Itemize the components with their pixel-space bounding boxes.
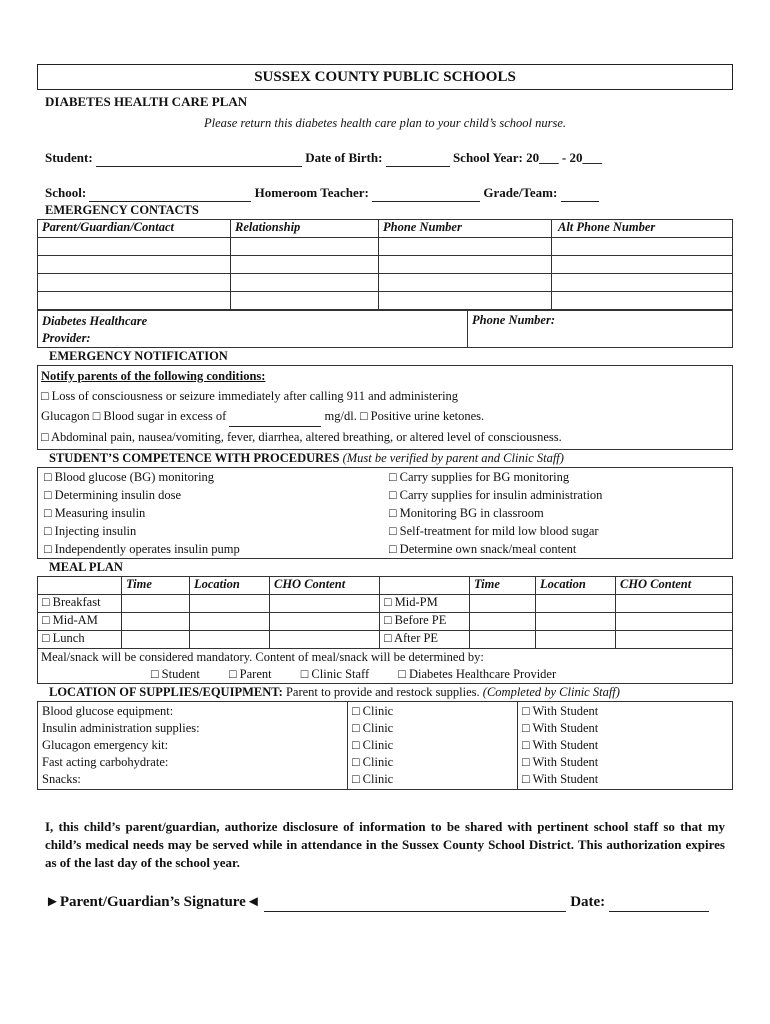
location-cell[interactable]: [190, 631, 270, 649]
with-student-checkbox[interactable]: □ With Student: [522, 772, 599, 786]
student-name-field[interactable]: [96, 150, 302, 167]
blank-cell: [38, 577, 122, 595]
table-row: [38, 238, 733, 256]
notify-line-2: [41, 406, 729, 427]
supply-labels: [38, 702, 348, 790]
supply-label: Fast acting carbohydrate:: [42, 755, 169, 769]
supplies-table: [37, 701, 733, 790]
competence-item[interactable]: □ Blood glucose (BG) monitoring: [44, 470, 215, 484]
with-student-checkbox[interactable]: □ With Student: [522, 704, 599, 718]
clinic-checkbox[interactable]: □ Clinic: [352, 755, 394, 769]
clinic-checkbox[interactable]: □ Clinic: [352, 704, 394, 718]
date-field[interactable]: [609, 894, 709, 912]
emergency-contacts-title: EMERGENCY CONTACTS: [45, 203, 199, 217]
with-student-checkbox[interactable]: □ With Student: [522, 755, 599, 769]
notify-line-3[interactable]: □ Abdominal pain, nausea/vomiting, fever, diarrhea, altered breathing, or altered level of consciousness.: [41, 430, 562, 444]
location-cell[interactable]: [190, 595, 270, 613]
clinic-checkbox[interactable]: □ Clinic: [352, 738, 394, 752]
provider-table: [37, 310, 733, 348]
dob-label: Date of Birth:: [305, 150, 383, 165]
supply-student-options: [518, 702, 733, 790]
time-cell[interactable]: [122, 631, 190, 649]
competence-item[interactable]: □ Monitoring BG in classroom: [389, 506, 544, 520]
col-cho: CHO Content: [616, 577, 733, 595]
competence-item[interactable]: □ Self-treatment for mild low blood sugar: [389, 524, 599, 538]
contact-cell[interactable]: [38, 256, 231, 274]
time-cell[interactable]: [470, 613, 536, 631]
contact-cell[interactable]: [38, 238, 231, 256]
phone-cell[interactable]: [379, 256, 552, 274]
col-alt-phone: Alt Phone Number: [552, 220, 733, 238]
col-time: Time: [122, 577, 190, 595]
competence-item[interactable]: □ Carry supplies for BG monitoring: [389, 470, 570, 484]
signature-label: ►Parent/Guardian’s Signature◄: [45, 894, 261, 910]
phone-cell[interactable]: [379, 274, 552, 292]
supply-label: Insulin administration supplies:: [42, 721, 200, 735]
supplies-note: Parent to provide and restock supplies.: [285, 685, 480, 699]
supply-label: Snacks:: [42, 772, 81, 786]
teacher-label: Homeroom Teacher:: [254, 185, 369, 200]
dob-field[interactable]: [386, 150, 450, 167]
location-cell[interactable]: [536, 613, 616, 631]
time-cell[interactable]: [470, 631, 536, 649]
location-cell[interactable]: [190, 613, 270, 631]
grade-label: Grade/Team:: [483, 185, 558, 200]
col-relationship: Relationship: [231, 220, 379, 238]
phone-cell[interactable]: [379, 292, 552, 310]
supply-clinic-options: [348, 702, 518, 790]
competence-left-list: [44, 468, 381, 558]
notify-line-2b[interactable]: mg/dl. □ Positive urine ketones.: [324, 409, 485, 423]
student-info-row-2: [45, 185, 733, 202]
col-location: Location: [190, 577, 270, 595]
cho-cell[interactable]: [616, 595, 733, 613]
meal-plan-table: [37, 576, 733, 649]
form-subtitle: DIABETES HEALTH CARE PLAN: [45, 94, 248, 109]
cho-cell[interactable]: [270, 613, 380, 631]
supplies-title: LOCATION OF SUPPLIES/EQUIPMENT:: [49, 685, 283, 699]
notify-line-2a[interactable]: Glucagon □ Blood sugar in excess of: [41, 409, 227, 423]
table-row: [38, 631, 733, 649]
alt-phone-cell[interactable]: [552, 292, 733, 310]
competence-box: [37, 467, 733, 559]
supply-label: Blood glucose equipment:: [42, 704, 174, 718]
option-parent[interactable]: □ Parent: [229, 667, 272, 681]
emergency-notification-title: EMERGENCY NOTIFICATION: [49, 349, 228, 363]
provider-row: [38, 311, 733, 348]
competence-item[interactable]: □ Independently operates insulin pump: [44, 542, 240, 556]
meal-label[interactable]: □ After PE: [380, 631, 470, 649]
contact-cell[interactable]: [38, 274, 231, 292]
supply-label: Glucagon emergency kit:: [42, 738, 169, 752]
form-instruction: Please return this diabetes health care plan to your child’s school nurse.: [204, 116, 566, 130]
date-label: Date:: [570, 894, 606, 910]
competence-item[interactable]: □ Determining insulin dose: [44, 488, 182, 502]
meal-label[interactable]: □ Mid-PM: [380, 595, 470, 613]
signature-field[interactable]: [264, 894, 566, 912]
table-row: [38, 274, 733, 292]
meal-label[interactable]: □ Breakfast: [38, 595, 122, 613]
phone-cell[interactable]: [379, 238, 552, 256]
competence-item[interactable]: □ Determine own snack/meal content: [389, 542, 577, 556]
option-clinic-staff[interactable]: □ Clinic Staff: [300, 667, 370, 681]
cho-cell[interactable]: [616, 631, 733, 649]
time-cell[interactable]: [122, 613, 190, 631]
competence-item[interactable]: □ Carry supplies for insulin administration: [389, 488, 603, 502]
table-row: [38, 595, 733, 613]
relationship-cell[interactable]: [231, 238, 379, 256]
col-location: Location: [536, 577, 616, 595]
blood-sugar-field[interactable]: [229, 406, 321, 427]
notify-line-1[interactable]: □ Loss of consciousness or seizure immediately after calling 911 and administering: [41, 389, 459, 403]
table-row: [38, 613, 733, 631]
alt-phone-cell[interactable]: [552, 256, 733, 274]
relationship-cell[interactable]: [231, 274, 379, 292]
relationship-cell[interactable]: [231, 292, 379, 310]
meal-note-box: [37, 649, 733, 684]
competence-title-row: [49, 450, 733, 467]
meal-note: Meal/snack will be considered mandatory. Content of meal/snack will be determined by:: [41, 650, 484, 664]
meal-label[interactable]: □ Mid-AM: [38, 613, 122, 631]
cho-cell[interactable]: [616, 613, 733, 631]
relationship-cell[interactable]: [231, 256, 379, 274]
authorization-text: I, this child’s parent/guardian, authorize disclosure of information to be shared with pertinent school staff so that my child’s medical needs may be served while in attendance in the Sussex County School District. This authorization expires as of the last day of the school year.: [45, 819, 725, 870]
notify-heading: Notify parents of the following conditions:: [41, 369, 266, 383]
competence-item[interactable]: □ Measuring insulin: [44, 506, 146, 520]
cho-cell[interactable]: [270, 595, 380, 613]
alt-phone-cell[interactable]: [552, 238, 733, 256]
option-provider[interactable]: □ Diabetes Healthcare Provider: [398, 667, 557, 681]
school-field[interactable]: [89, 185, 251, 202]
supplies-row: [38, 702, 733, 790]
table-row: [38, 292, 733, 310]
table-row: [38, 256, 733, 274]
cho-cell[interactable]: [270, 631, 380, 649]
time-cell[interactable]: [470, 595, 536, 613]
time-cell[interactable]: [122, 595, 190, 613]
location-cell[interactable]: [536, 595, 616, 613]
emergency-contacts-table: [37, 219, 733, 310]
col-cho: CHO Content: [270, 577, 380, 595]
col-phone: Phone Number: [379, 220, 552, 238]
option-student[interactable]: □ Student: [151, 667, 200, 681]
competence-item[interactable]: □ Injecting insulin: [44, 524, 137, 538]
competence-title: STUDENT’S COMPETENCE WITH PROCEDURES: [49, 451, 340, 465]
form-page: [37, 64, 733, 912]
signature-row: [45, 894, 725, 912]
form-title: SUSSEX COUNTY PUBLIC SCHOOLS: [37, 64, 733, 90]
competence-right-list: [381, 468, 726, 558]
with-student-checkbox[interactable]: □ With Student: [522, 738, 599, 752]
meal-label[interactable]: □ Before PE: [380, 613, 470, 631]
emergency-notification-box: [37, 365, 733, 450]
supplies-note-2: (Completed by Clinic Staff): [482, 685, 620, 699]
school-year-label: School Year: 20___ - 20___: [452, 150, 602, 165]
supplies-title-row: [49, 684, 733, 701]
determined-by-row: [41, 666, 729, 683]
blank-cell: [380, 577, 470, 595]
meal-header-row: [38, 577, 733, 595]
teacher-field[interactable]: [372, 185, 480, 202]
col-contact: Parent/Guardian/Contact: [38, 220, 231, 238]
provider-label[interactable]: Diabetes Healthcare Provider:: [38, 311, 468, 348]
alt-phone-cell[interactable]: [552, 274, 733, 292]
student-info-row-1: [45, 150, 733, 167]
school-label: School:: [45, 185, 87, 200]
competence-note: (Must be verified by parent and Clinic Staff): [342, 451, 564, 465]
with-student-checkbox[interactable]: □ With Student: [522, 721, 599, 735]
meal-plan-title: MEAL PLAN: [49, 560, 123, 574]
grade-field[interactable]: [561, 185, 599, 202]
location-cell[interactable]: [536, 631, 616, 649]
meal-label[interactable]: □ Lunch: [38, 631, 122, 649]
clinic-checkbox[interactable]: □ Clinic: [352, 772, 394, 786]
col-time: Time: [470, 577, 536, 595]
clinic-checkbox[interactable]: □ Clinic: [352, 721, 394, 735]
provider-phone-label[interactable]: Phone Number:: [468, 311, 733, 348]
contact-cell[interactable]: [38, 292, 231, 310]
contacts-header-row: [38, 220, 733, 238]
student-label: Student:: [45, 150, 93, 165]
